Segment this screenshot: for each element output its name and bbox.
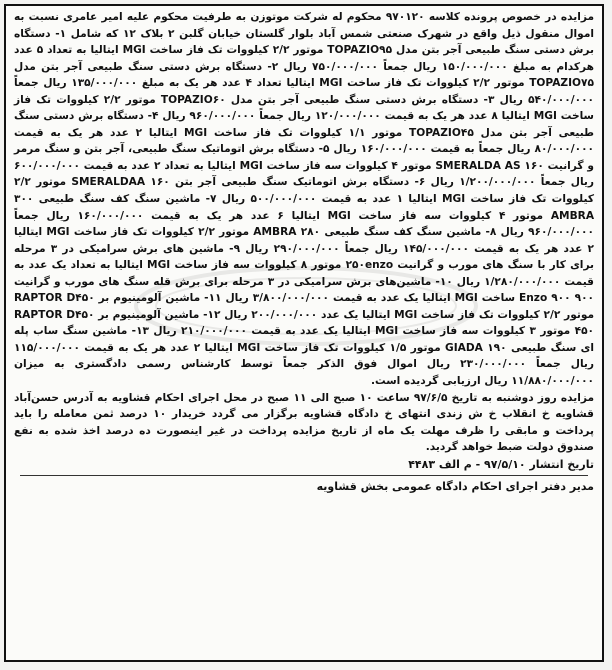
auction-notice (4, 4, 604, 662)
notice-footer (6, 456, 602, 495)
watermark-logo (126, 261, 486, 351)
notice-body (6, 6, 602, 456)
publish-date-line: تاریخ انتشار ۹۷/۵/۱۰ - م الف ۴۴۸۳ (408, 457, 594, 471)
notice-paragraph-items: مزایده در خصوص پرونده کلاسه ۹۷۰۱۲۰ محکوم له شرکت موتوزن به طرفیت محکوم علیه امیر عامری نسبت به اموال منقول ذیل واقع در شهرک صنعتی شمس آباد بلوار گلستان خیابان گلبن ۲ بلاک ۱۲ که شامل ۱- دستگاه برش دستی سنگ طبیعی آجر بتن مدل TOPAZIO۹۵ موتور ۲/۲ کیلووات تک فاز ساخت MGI ایتالیا به تعداد ۵ عدد هرکدام به مبلغ ۱۵۰/۰۰۰/۰۰۰ ریال جمعاً ۷۵۰/۰۰۰/۰۰۰ ریال ۲- دستگاه برش دستی سنگ طبیعی آجر بتن مدل TOPAZIO۷۵ موتور ۲/۲ کیلووات تک فاز ساخت MGI ایتالیا تعداد ۴ عدد هر یک به مبلغ ۱۳۵/۰۰۰/۰۰۰ ریال جمعاً ۵۴۰/۰۰۰/۰۰۰ ریال ۳- دستگاه برش دستی سنگ طبیعی آجر بتن مدل TOPAZIO۶۰ موتور ۲/۲ کیلووات تک فاز ساخت MGI ایتالیا ۸ عدد هر یک به قیمت ۱۲۰/۰۰۰/۰۰۰ ریال جمعاً ۹۶۰/۰۰۰/۰۰۰ ریال ۴- دستگاه برش دستی سنگ طبیعی آجر بتن مدل TOPAZIO۴۵ موتور ۱/۱ کیلووات تک فاز ساخت MGI ایتالیا ۲ عدد هر یک به قیمت ۸۰/۰۰۰/۰۰۰ ریال جمعاً به قیمت ۱۶۰/۰۰۰/۰۰۰ ریال ۵- دستگاه برش اتوماتیک سنگ طبیعی، آجر بتن و سنگ مرمر و گرانیت SMERALDA AS ۱۶۰ موتور ۴ کیلووات سه فاز ساخت MGI ایتالیا به تعداد ۲ عدد به قیمت ۶۰۰/۰۰۰/۰۰۰ ریال جمعاً ۱/۲۰۰/۰۰۰/۰۰۰ ریال ۶- دستگاه برش اتوماتیک سنگ طبیعی آجر بتن SMERALDAA ۱۶۰ موتور ۲/۲ کیلووات تک فاز ساخت MGI ایتالیا ۱ عدد به قیمت ۵۰۰/۰۰۰/۰۰۰ ریال ۷- ماشین سنگ کف سنگ طبیعی ۳۰۰ AMBRA موتور ۴ کیلووات سه فاز ساخت MGI ایتالیا ۶ عدد هر یک به قیمت ۱۶۰/۰۰۰/۰۰۰ ریال جمعاً ۹۶۰/۰۰۰/۰۰۰ ریال ۸- ماشین سنگ کف سنگ طبیعی AMBRA ۲۸۰ موتور ۲/۲ کیلووات تک فاز ساخت MGI ایتالیا ۲ عدد هر یک به قیمت ۱۴۵/۰۰۰/۰۰۰ ریال جمعاً ۲۹۰/۰۰۰/۰۰۰ ریال ۹- ماشین های برش سرامیکی در ۳ مرحله برای کار با سنگ های مورب و گرانیت ۲۵۰enzo موتور ۸ کیلووات سه فاز ساخت MGI ایتالیا به تعداد یک عدد به قیمت ۱/۲۸۰/۰۰۰/۰۰۰ ریال ۱۰- ماشین‌های برش سرامیکی در ۳ مرحله برای برش قله سنگ های مورب و گرانیت ۹۰۰ Enzo ۹۰۰ ساخت MGI ایتالیا یک عدد به قیمت ۳/۸۰۰/۰۰۰/۰۰۰ ریال ۱۱- ماشین آلومینیوم بر RAPTOR D۴۵۰ موتور ۲/۲ کیلووات تک فاز ساخت MGI ایتالیا یک عدد ۲۰۰/۰۰۰/۰۰۰ ریال ۱۲- ماشین آلومینیوم بر RAPTOR D۴۵۰ ۴۵۰ موتور ۳ کیلووات سه فاز ساخت MGI ایتالیا یک عدد به قیمت ۲۱۰/۰۰۰/۰۰۰ ریال ۱۳- ماشین سنگ ساب پله ای سنگ طبیعی ۱۹۰ GIADA موتور ۱/۵ کیلووات تک فاز ساخت MGI ایتالیا ۲ عدد هر یک به قیمت ۱۱۵/۰۰۰/۰۰۰ ریال جمعاً ۲۳۰/۰۰۰/۰۰۰ ریال اموال فوق الذکر جمعاً توسط کارشناس رسمی دادگستری به میزان ۱۱/۸۸۰/۰۰۰/۰۰۰ ریال ارزیابی گردیده است. (14, 11, 595, 388)
divider (20, 475, 588, 476)
notice-paragraph-terms: مزایده روز دوشنبه به تاریخ ۹۷/۶/۵ ساعت ۱۰ صبح الی ۱۱ صبح در محل اجرای احکام قشاویه به آدرس حسن‌آباد قشاویه خ انقلاب خ ش زندی انتهای خ دادگاه قشاویه برگزار می گردد خریدار ۱۰ درصد ثمن معامله را باید پرداخت و مابقی را ظرف مهلت یک ماه از تاریخ مزایده پرداخت در غیر اینصورت ده درصد اخذ شده به نفع صندوق دولت ضبط خواهد گردید. (14, 391, 595, 454)
signature-line: مدیر دفتر اجرای احکام دادگاه عمومی بخش قشاویه (316, 479, 594, 493)
